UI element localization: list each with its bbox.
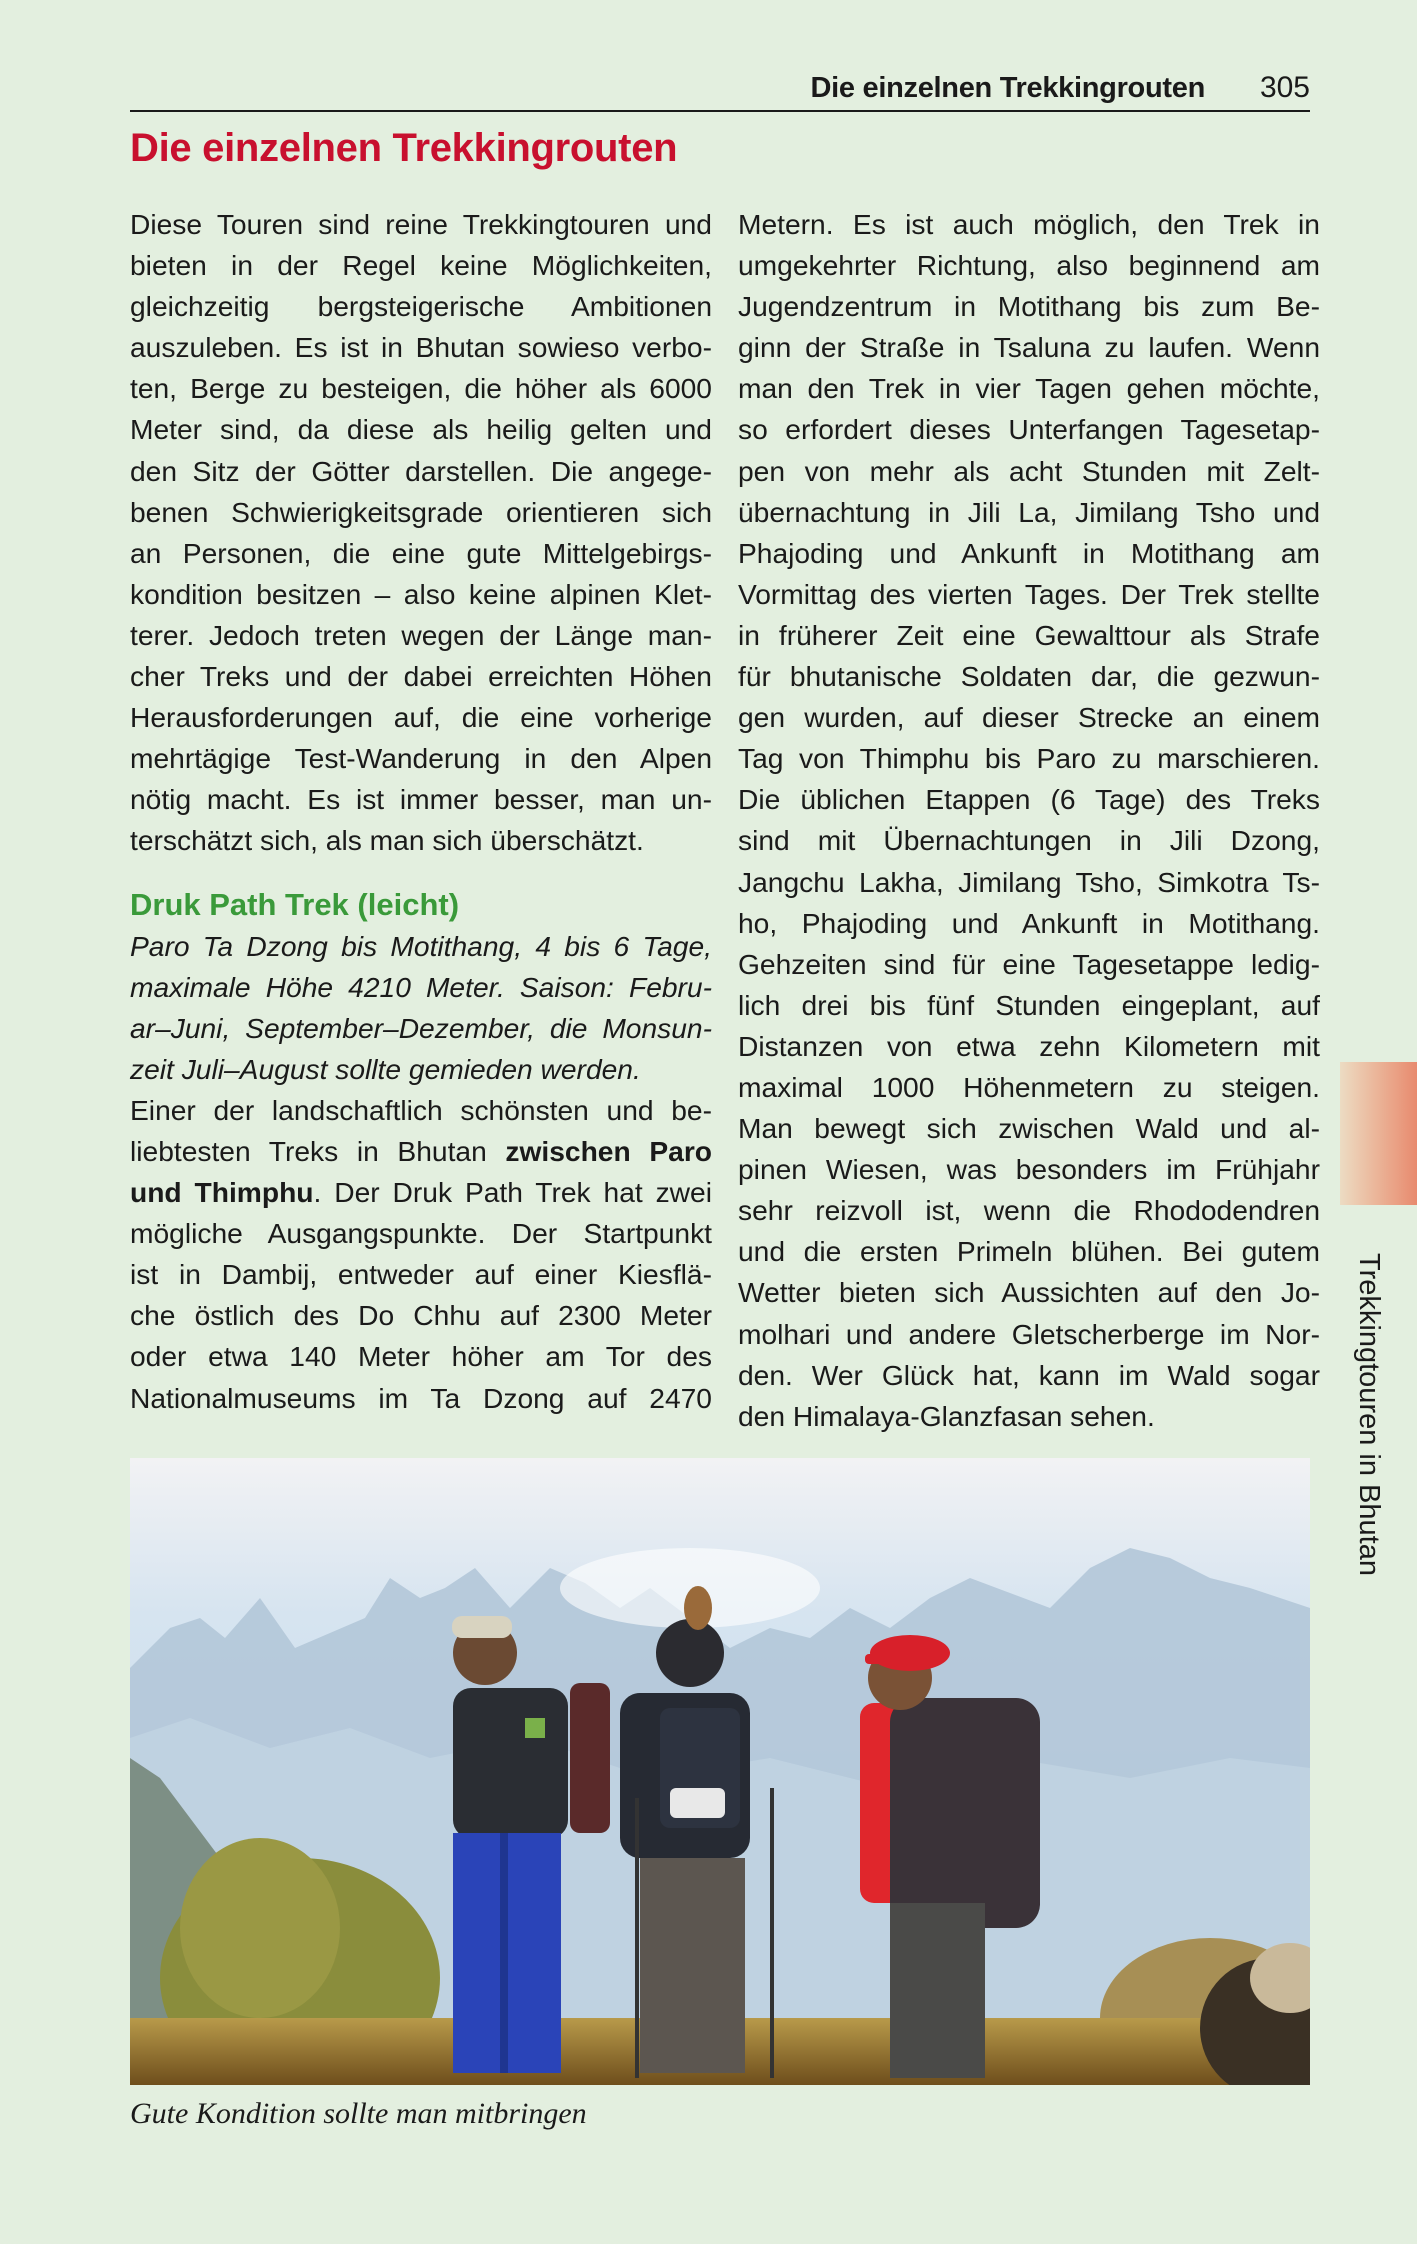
text-line: maximal 1000 Höhenmetern zu steigen. xyxy=(738,1070,1320,1103)
text-line: Paro Ta Dzong bis Motithang, 4 bis 6 Tage, xyxy=(130,929,712,962)
text-line: benen Schwierigkeitsgrade orientieren sich xyxy=(130,495,712,528)
text-line: sehr reizvoll ist, wenn die Rhododendren xyxy=(738,1194,1320,1227)
text-line: pinen Wiesen, was besonders im Frühjahr xyxy=(738,1153,1320,1186)
right-column xyxy=(738,204,1320,1437)
text-line: gen wurden, auf dieser Strecke an einem xyxy=(738,701,1320,734)
hikers-photo xyxy=(130,1458,1310,2085)
text-line: Herausforderungen auf, die eine vorherige xyxy=(130,701,712,734)
text-line: so erfordert dieses Unterfangen Tagesetap- xyxy=(738,413,1320,446)
chapter-thumb-tab xyxy=(1340,1062,1417,1205)
text-line xyxy=(130,1131,712,1172)
text-line: übernachtung in Jili La, Jimilang Tsho und xyxy=(738,495,1320,528)
intro-paragraph xyxy=(130,204,712,862)
text-line: nötig macht. Es ist immer besser, man un- xyxy=(130,783,712,816)
text-span: . Der Druk Path Trek hat zwei xyxy=(313,1176,712,1209)
photo-caption: Gute Kondition sollte man mitbringen xyxy=(130,2097,587,2130)
text-line xyxy=(130,1172,712,1213)
text-line: gleichzeitig bergsteigerische Ambitionen xyxy=(130,290,712,323)
text-line: pen von mehr als acht Stunden mit Zelt- xyxy=(738,454,1320,487)
text-line: terer. Jedoch treten wegen der Länge man- xyxy=(130,618,712,651)
text-line: molhari und andere Gletscherberge im Nor- xyxy=(738,1317,1320,1350)
text-line: Einer der landschaftlich schönsten und be- xyxy=(130,1093,712,1126)
text-line: Meter sind, da diese als heilig gelten und xyxy=(130,413,712,446)
text-line: Jangchu Lakha, Jimilang Tsho, Simkotra Ts- xyxy=(738,865,1320,898)
trek-description-left xyxy=(130,1090,712,1419)
text-line: Distanzen von etwa zehn Kilometern mit xyxy=(738,1029,1320,1062)
text-line: ar–Juni, September–Dezember, die Monsun- xyxy=(130,1011,712,1044)
text-line: zeit Juli–August sollte gemieden werden. xyxy=(130,1052,641,1085)
section-heading-druk-path-trek: Druk Path Trek (leicht) xyxy=(130,886,460,922)
emphasis-text: zwischen Paro xyxy=(505,1134,713,1167)
text-line: und die ersten Primeln blühen. Bei gutem xyxy=(738,1235,1320,1268)
text-line: che östlich des Do Chhu auf 2300 Meter xyxy=(130,1299,712,1332)
text-line: Gehzeiten sind für eine Tagesetappe ledig- xyxy=(738,947,1320,980)
text-line: ten, Berge zu besteigen, die höher als 6000 xyxy=(130,372,712,405)
chapter-title: Die einzelnen Trekkingrouten xyxy=(130,126,678,170)
text-line: ginn der Straße in Tsaluna zu laufen. Wenn xyxy=(738,331,1320,364)
text-line: umgekehrter Richtung, also beginnend am xyxy=(738,249,1320,282)
text-line: den. Wer Glück hat, kann im Wald sogar xyxy=(738,1358,1320,1391)
text-line: maximale Höhe 4210 Meter. Saison: Febru- xyxy=(130,970,712,1003)
trek-meta-info xyxy=(130,926,712,1090)
text-line: mögliche Ausgangspunkte. Der Startpunkt xyxy=(130,1217,712,1250)
emphasis-text: und Thimphu xyxy=(130,1176,314,1209)
running-head xyxy=(130,62,1310,112)
left-column xyxy=(130,204,712,1419)
trek-description-right xyxy=(738,204,1320,1437)
text-line: Phajoding und Ankunft in Motithang am xyxy=(738,536,1320,569)
text-line: lich drei bis fünf Stunden eingeplant, auf xyxy=(738,988,1320,1021)
photo-illustration xyxy=(130,1458,1310,2085)
text-line: in früherer Zeit eine Gewalttour als Strafe xyxy=(738,618,1320,651)
text-line: Tag von Thimphu bis Paro zu marschieren. xyxy=(738,742,1320,775)
text-line: sind mit Übernachtungen in Jili Dzong, xyxy=(738,824,1320,857)
text-line: Nationalmuseums im Ta Dzong auf 2470 xyxy=(130,1381,712,1414)
text-span: liebtesten Treks in Bhutan xyxy=(130,1134,506,1167)
text-line: man den Trek in vier Tagen gehen möchte, xyxy=(738,372,1320,405)
text-line: mehrtägige Test-Wanderung in den Alpen xyxy=(130,742,712,775)
text-line: ist in Dambij, entweder auf einer Kiesflä- xyxy=(130,1258,712,1291)
text-line: Wetter bieten sich Aussichten auf den Jo- xyxy=(738,1276,1320,1309)
text-line: an Personen, die eine gute Mittelgebirgs- xyxy=(130,536,712,569)
text-line: Vormittag des vierten Tages. Der Trek stellte xyxy=(738,577,1320,610)
text-line: auszuleben. Es ist in Bhutan sowieso verbo- xyxy=(130,331,712,364)
text-line: Diese Touren sind reine Trekkingtouren und xyxy=(130,208,712,240)
text-line: für bhutanische Soldaten dar, die gezwun- xyxy=(738,660,1320,693)
text-line: cher Treks und der dabei erreichten Höhen xyxy=(130,660,712,693)
text-line: Man bewegt sich zwischen Wald und al- xyxy=(738,1112,1320,1145)
text-line: Metern. Es ist auch möglich, den Trek in xyxy=(738,208,1320,240)
text-line: ho, Phajoding und Ankunft in Motithang. xyxy=(738,906,1320,939)
running-head-title: Die einzelnen Trekkingrouten xyxy=(810,72,1205,104)
text-line: terschätzt sich, als man sich überschätzt. xyxy=(130,824,644,857)
text-line: den Himalaya-Glanzfasan sehen. xyxy=(738,1399,1155,1432)
text-line: Die üblichen Etappen (6 Tage) des Treks xyxy=(738,783,1320,816)
text-line: Jugendzentrum in Motithang bis zum Be- xyxy=(738,290,1320,323)
text-line: kondition besitzen – also keine alpinen Klet- xyxy=(130,577,712,610)
text-line: bieten in der Regel keine Möglichkeiten, xyxy=(130,249,712,282)
chapter-side-label: Trekkingtouren in Bhutan xyxy=(1353,1253,1385,1576)
page-number: 305 xyxy=(1259,71,1310,104)
text-line: oder etwa 140 Meter höher am Tor des xyxy=(130,1340,712,1373)
text-line: den Sitz der Götter darstellen. Die angege- xyxy=(130,454,712,487)
